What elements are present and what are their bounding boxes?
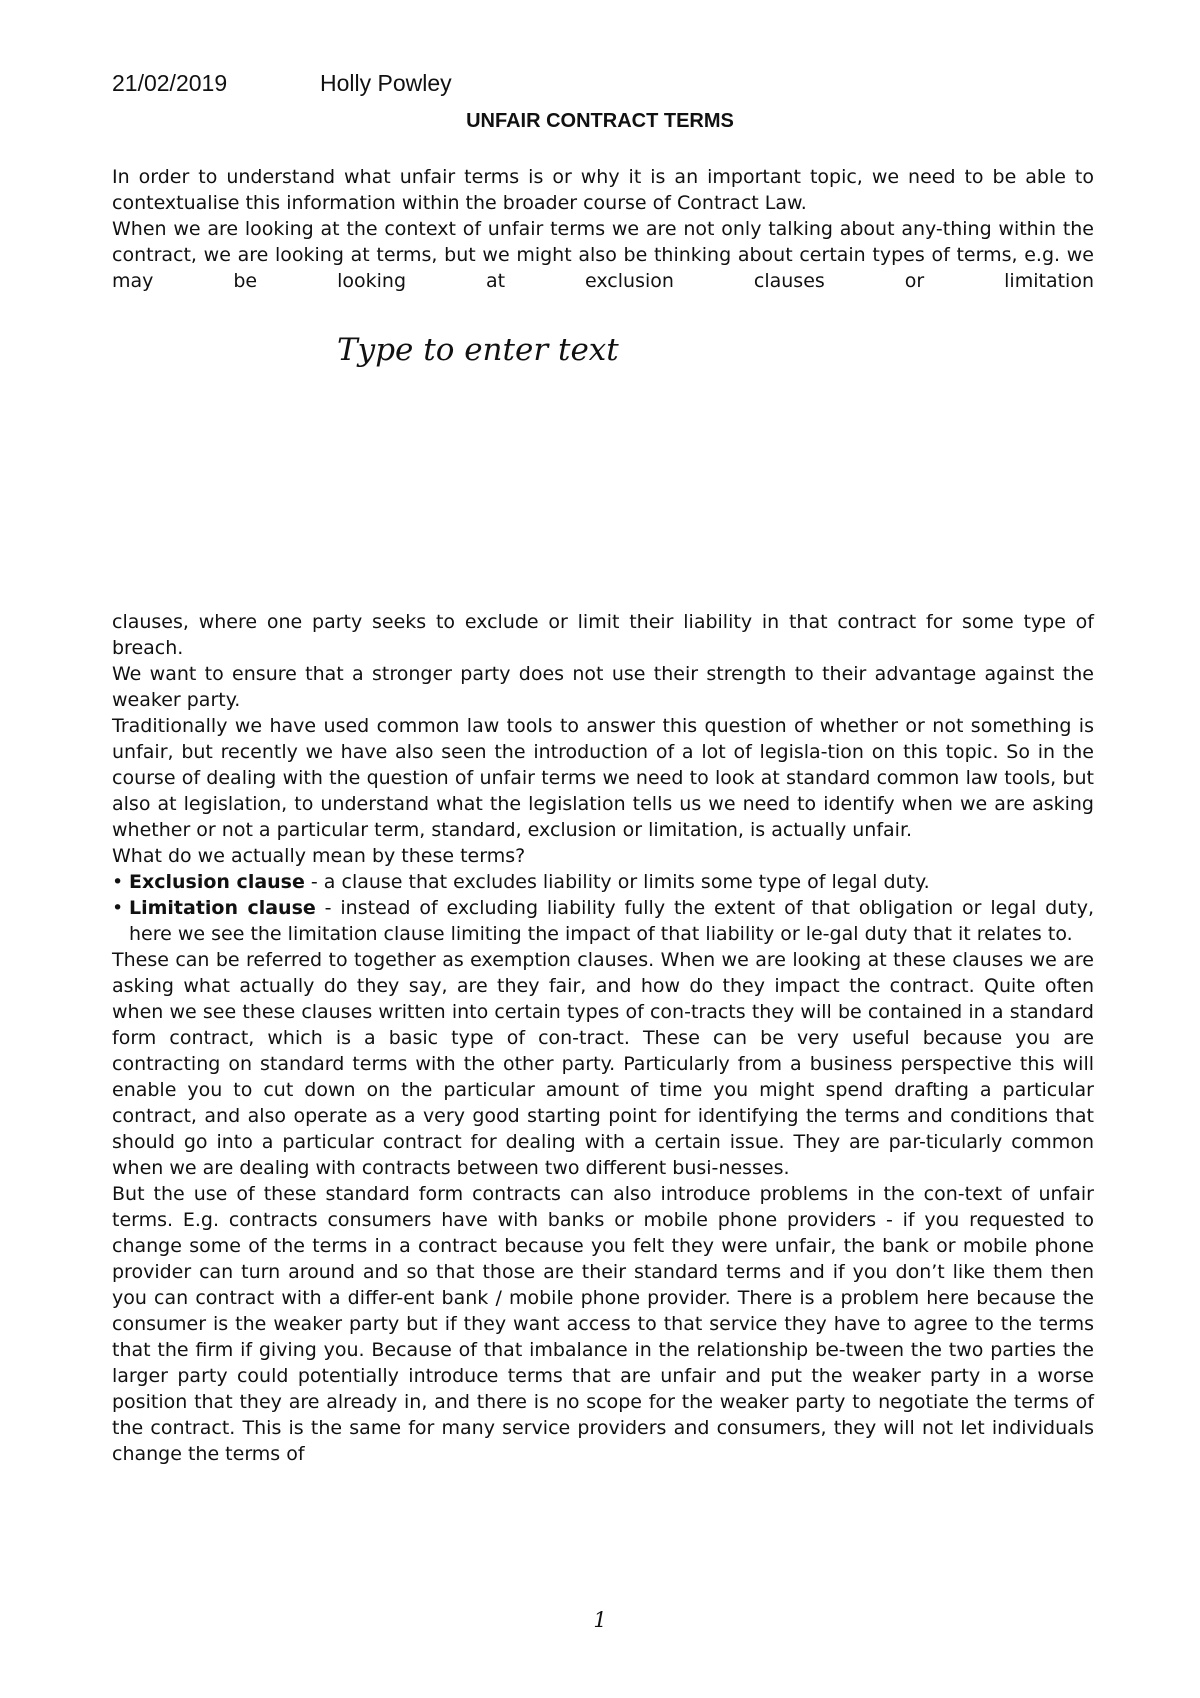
author-name: Holly Powley xyxy=(320,70,452,96)
definition-item xyxy=(112,869,1094,895)
text-box-placeholder[interactable]: Type to enter text xyxy=(337,332,619,368)
document-title: UNFAIR CONTRACT TERMS xyxy=(466,110,734,132)
body-paragraph: These can be referred to together as exemption clauses. When we are looking at these clauses we are asking what actually do they say, are they fair, and how do they impact the contract. Quite often when we see these clauses written into certain types of con-tracts they will be contained in a standard form contract, which is a basic type of con-tract. These can be very useful because you are contracting on standard terms with the other party. Particularly from a business perspective this will enable you to cut down on the particular amount of time you might spend drafting a particular contract, and also operate as a very good starting point for identifying the terms and conditions that should go into a particular contract for dealing with a certain issue. They are par-ticularly common when we are dealing with contracts between two different busi-nesses. xyxy=(112,949,1094,1179)
body-paragraph: But the use of these standard form contracts can also introduce problems in the con-text of unfair terms. E.g. contracts consumers have with banks or mobile phone providers - if you requested to change some of the terms in a contract because you felt they were unfair, the bank or mobile phone provider can turn around and so that those are their standard terms and if you don’t like them then you can contract with a differ-ent bank / mobile phone provider. There is a problem here because the consumer is the weaker party but if they want access to that service they have to agree to the terms that the firm if giving you. Because of that imbalance in the relationship be-tween the two parties the larger party could potentially introduce terms that are unfair and put the weaker party in a worse position that they are already in, and there is no scope for the weaker party to negotiate the terms of the contract. This is the same for many service providers and consumers, they will not let individuals change the terms of xyxy=(112,1183,1094,1465)
definition-term: Exclusion clause xyxy=(129,871,305,893)
definitions-list xyxy=(112,869,1094,947)
body-paragraph: We want to ensure that a stronger party does not use their strength to their advantage against the weaker party. xyxy=(112,663,1094,711)
body-paragraph: clauses, where one party seeks to exclude or limit their liability in that contract for some type of breach. xyxy=(112,611,1094,659)
main-section xyxy=(112,609,1094,1467)
body-paragraph: What do we actually mean by these terms? xyxy=(112,845,526,867)
intro-section xyxy=(112,164,1094,294)
definition-term: Limitation clause xyxy=(129,897,316,919)
page-number: 1 xyxy=(593,1608,607,1632)
intro-paragraph: When we are looking at the context of unfair terms we are not only talking about any-thing within the contract, we are looking at terms, but we might also be thinking about certain types of terms, e.g. we may be looking at exclusion clauses or limitation xyxy=(112,218,1094,292)
body-paragraph: Traditionally we have used common law tools to answer this question of whether or not something is unfair, but recently we have also seen the introduction of a lot of legisla-tion on this topic. So in the course of dealing with the question of unfair terms we need to look at standard common law tools, but also at legislation, to understand what the legislation tells us we need to identify when we are asking whether or not a particular term, standard, exclusion or limitation, is actually unfair. xyxy=(112,715,1094,841)
intro-paragraph: In order to understand what unfair terms is or why it is an important topic, we need to be able to contextualise this information within the broader course of Contract Law. xyxy=(112,166,1094,214)
document-header xyxy=(112,70,452,97)
document-date: 21/02/2019 xyxy=(112,70,228,96)
definition-item xyxy=(112,895,1094,947)
definition-text: - instead of excluding liability fully the extent of that obligation or legal duty, here we see the limitation clause limiting the impact of that liability or le-gal duty that it relates to. xyxy=(129,897,1094,945)
definition-text: - a clause that excludes liability or limits some type of legal duty. xyxy=(304,871,930,893)
